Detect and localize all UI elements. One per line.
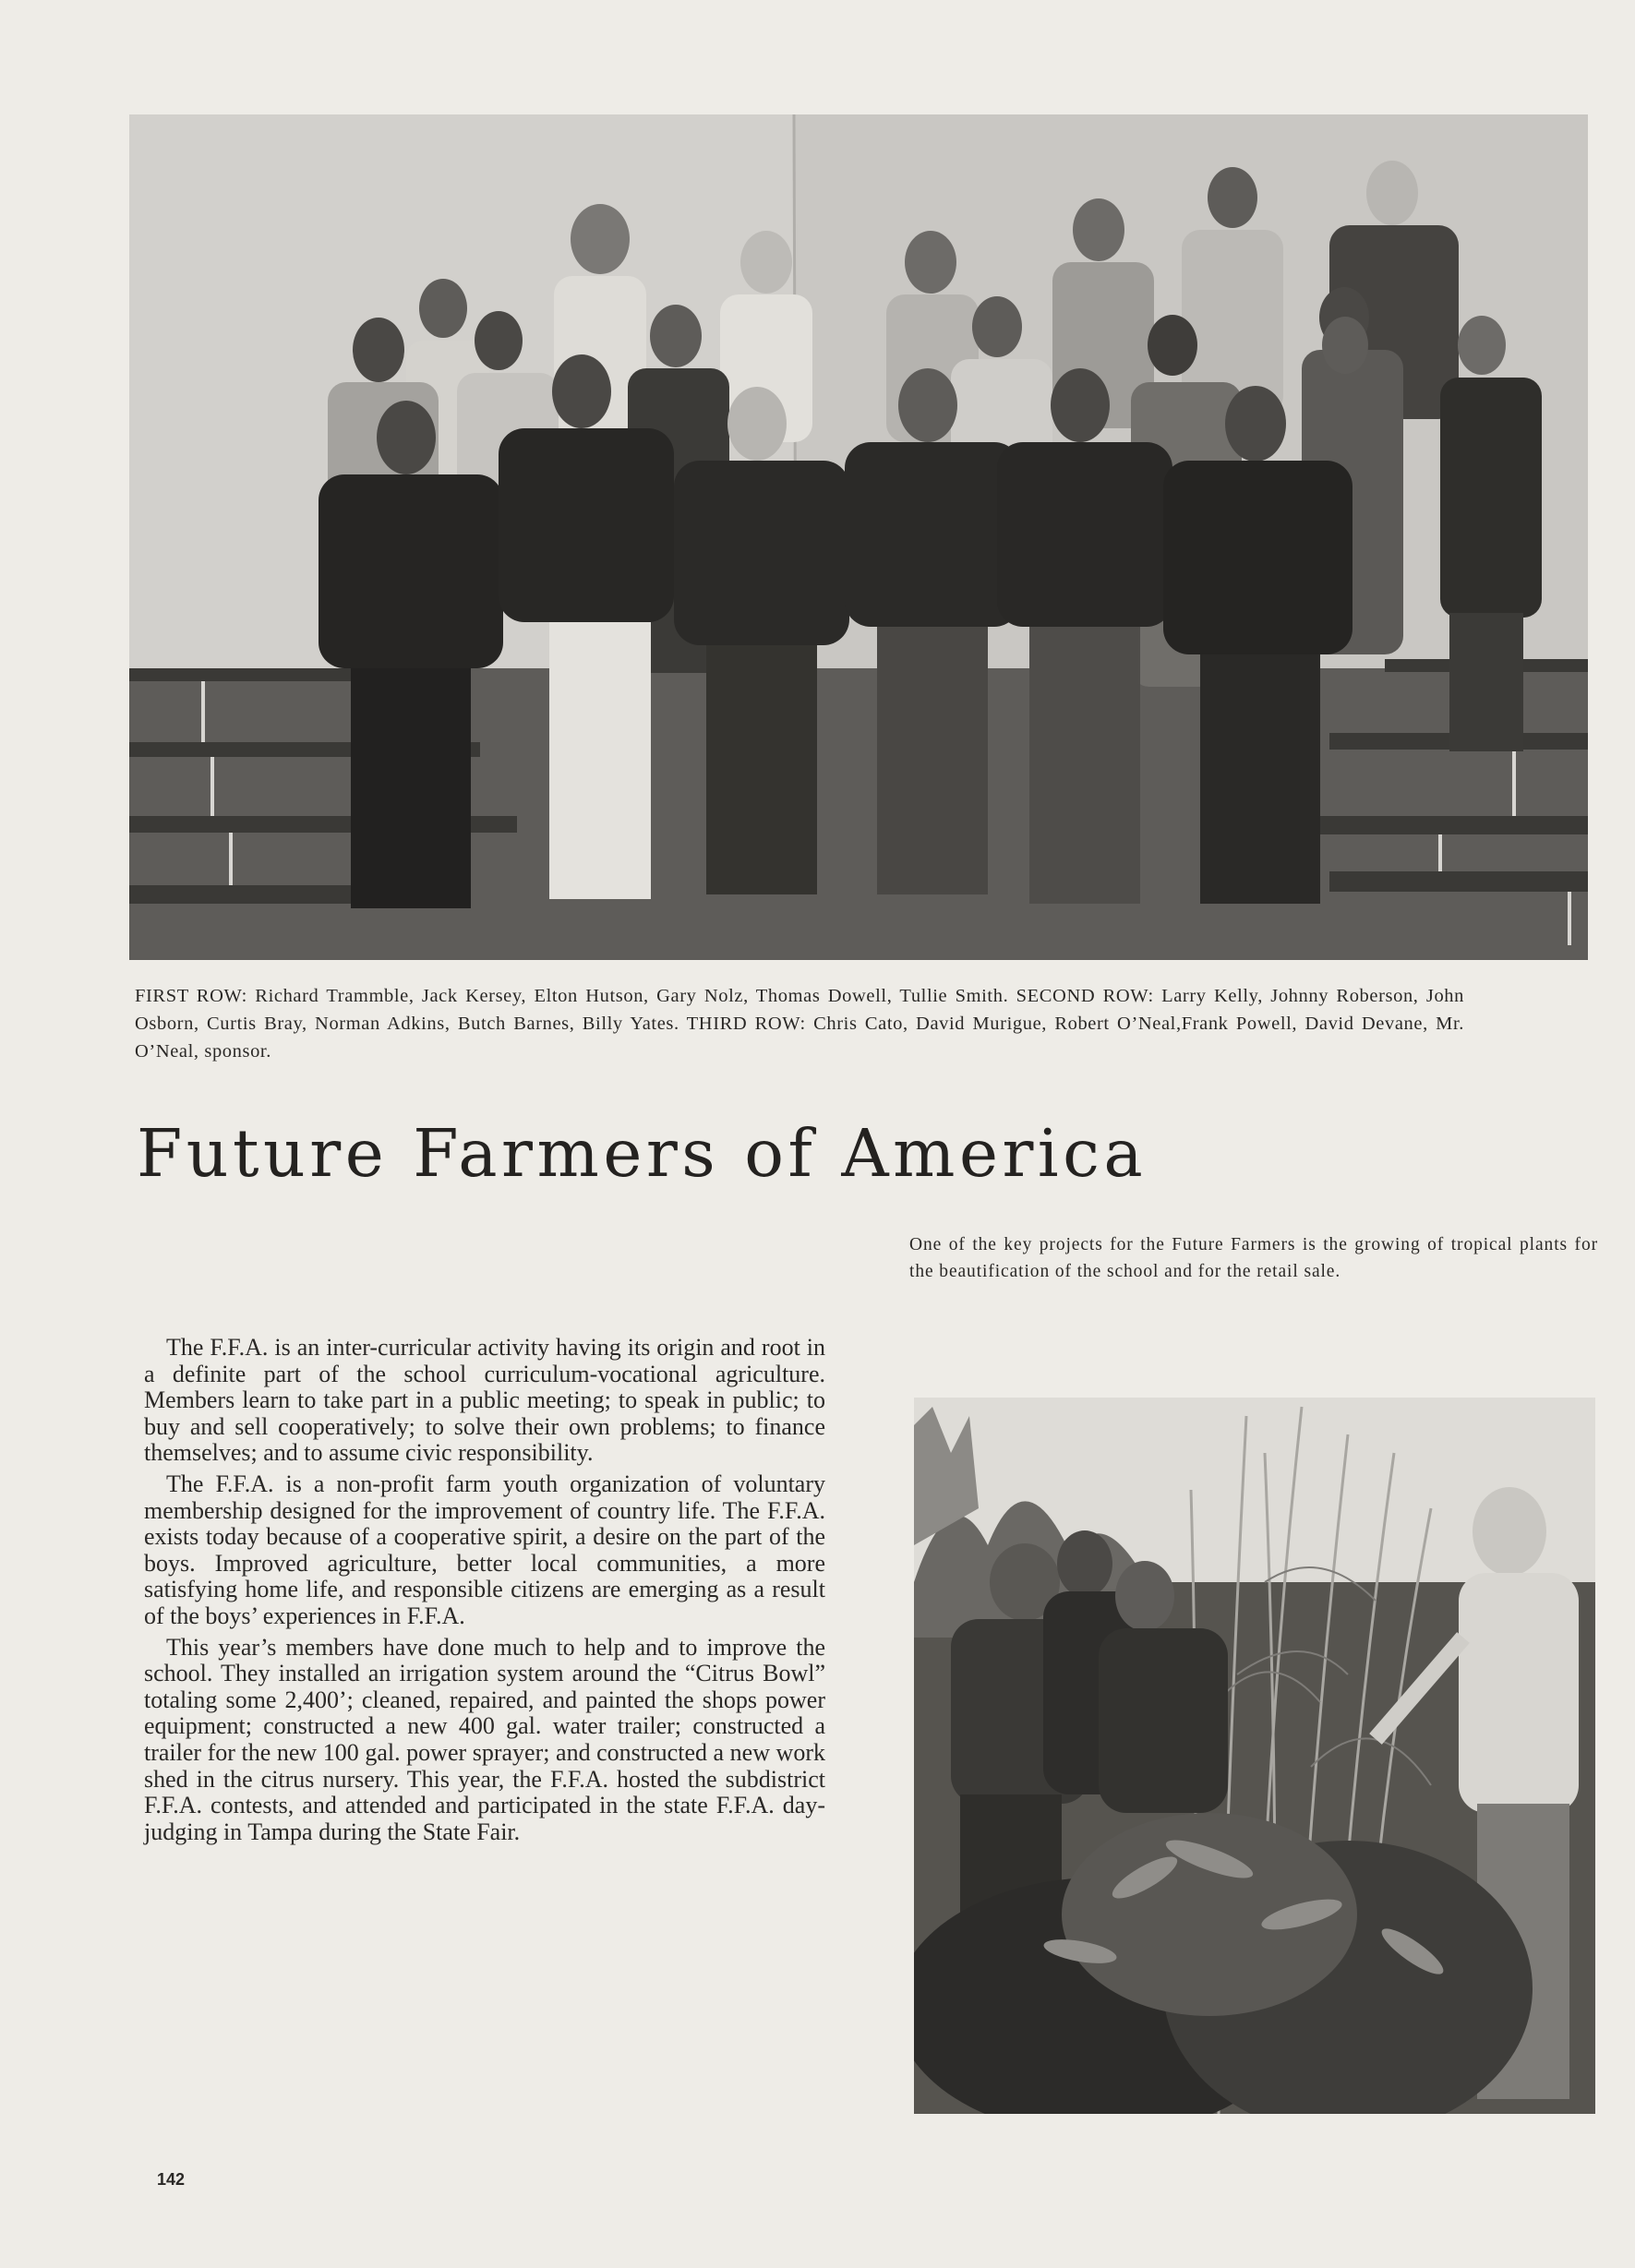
plants-photo-caption: One of the key projects for the Future Farmers is the growing of tropical plants for the beautification of the school and for the retail sale. bbox=[909, 1235, 1598, 1281]
plants-photo-illustration bbox=[914, 1398, 1595, 2114]
page-title: Future Farmers of America bbox=[137, 1115, 1148, 1192]
article-paragraph: This year’s members have done much to help and to improve the school. They installed an irrigation system around the “Citrus Bowl” totaling some 2,400’; cleaned, repaired, and painted the shops power equipment; constructed a new 400 gal. water trailer; constructed a trailer for the new 100 gal. power sprayer; and constructed a new work shed in the citrus nursery. This year, the F.F.A. hosted the subdistrict F.F.A. contests, and attended and participated in the state F.F.A. day-judging in Tampa during the State Fair. bbox=[144, 1633, 825, 1845]
group-photo-illustration bbox=[129, 114, 1588, 960]
page-number: 142 bbox=[157, 2170, 186, 2189]
group-photo-caption: FIRST ROW: Richard Trammble, Jack Kersey, Elton Hutson, Gary Nolz, Thomas Dowell, Tullie Smith. SECOND ROW: Larry Kelly, Johnny Roberson, John Osborn, Curtis Bray, Norman Adkins, Butch Barnes, Billy Yates. THIRD ROW: Chris Cato, David Murigue, Robert O’Neal,Frank Powell, David Devane, Mr. O’Neal, sponsor. bbox=[135, 986, 1464, 1062]
plants-photo bbox=[914, 1398, 1595, 2114]
article-paragraph: The F.F.A. is a non-profit farm youth organization of voluntary membership designed for the improvement of country life. The F.F.A. exists today because of a cooperative spirit, a desire on the part of the boys. Improved agriculture, better local communities, a more satisfying home life, and responsible citizens are emerging as a result of the boys’ experiences in F.F.A. bbox=[144, 1470, 825, 1629]
group-photo bbox=[129, 114, 1588, 960]
article-paragraph: The F.F.A. is an inter-curricular activity having its origin and root in a definite part of the school curriculum-vocational agriculture. Members learn to take part in a public meeting; to speak in public; to buy and sell cooperatively; to solve their own problems; to finance themselves; and to assume civic responsibility. bbox=[144, 1334, 825, 1467]
article-body bbox=[144, 1335, 825, 1850]
